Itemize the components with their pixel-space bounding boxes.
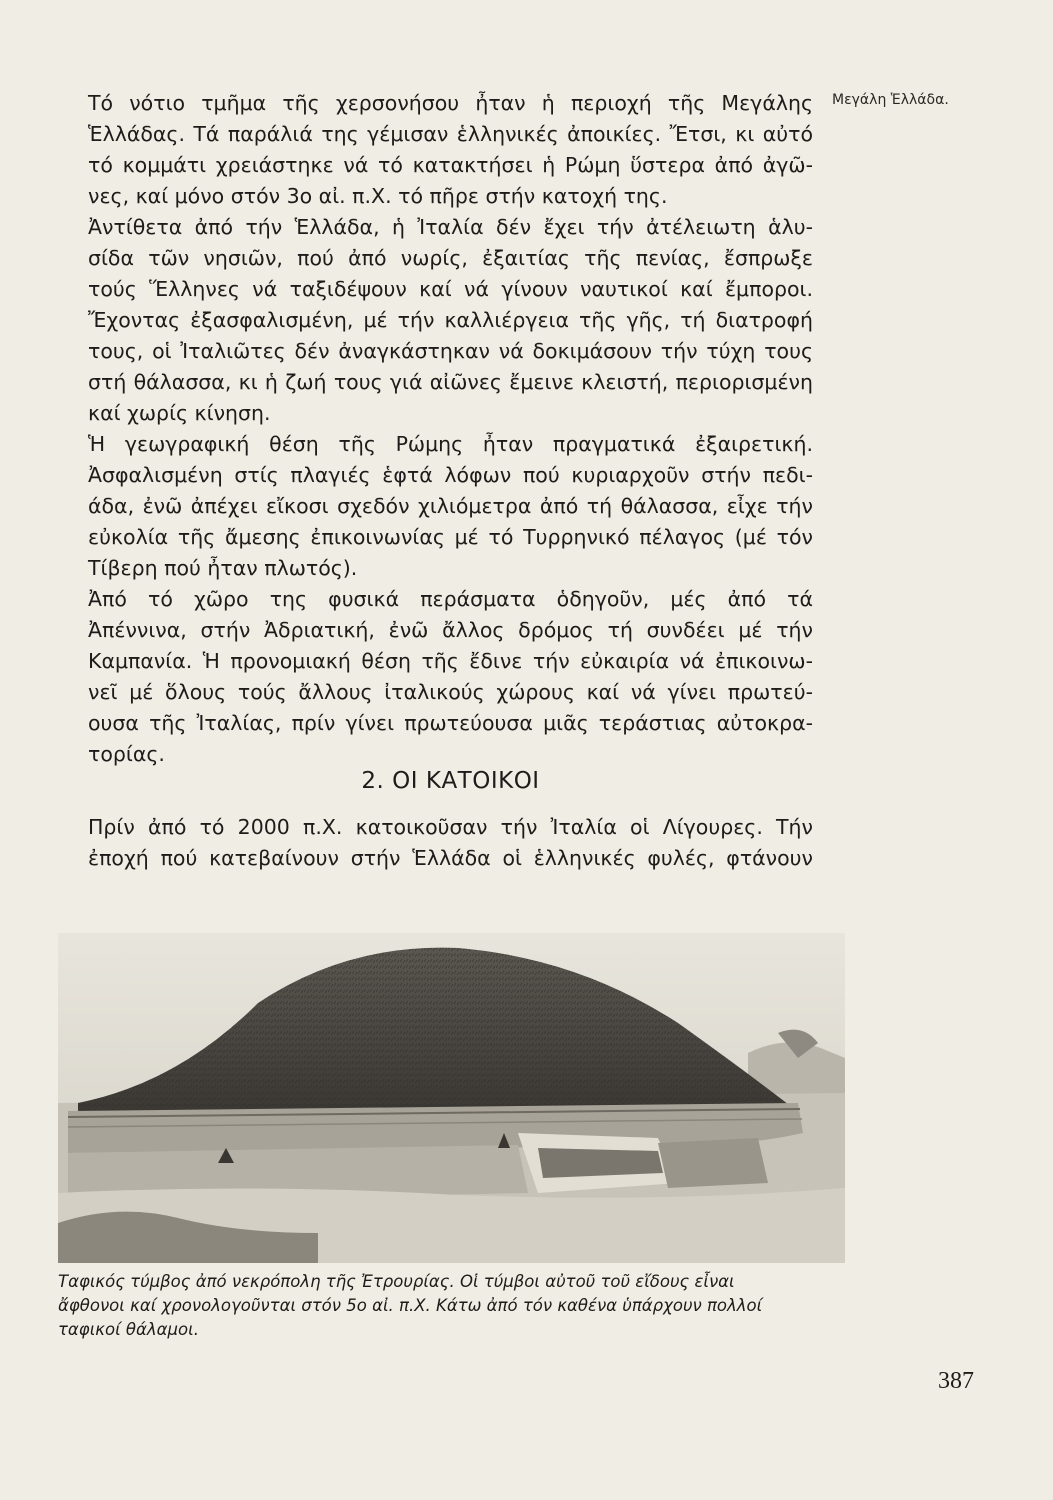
- text-line: καί χωρίς κίνηση.: [88, 401, 271, 425]
- text-line: Καμπανία. Ἡ προνομιακή θέση τῆς ἔδινε τήν εὐκαιρία νά ἐπικοινω-: [88, 649, 813, 673]
- caption-line: ἄφθονοι καί χρονολογοῦνται στόν 5ο αἰ. π.Χ. Κάτω ἀπό τόν καθένα ὑπάρχουν πολλοί: [58, 1296, 763, 1315]
- entrance-steps: [538, 1148, 663, 1178]
- text-line: ἐποχή πού κατεβαίνουν στήν Ἑλλάδα οἱ ἑλληνικές φυλές, φτάνουν: [88, 846, 813, 870]
- caption-line: Ταφικός τύμβος ἀπό νεκρόπολη τῆς Ἐτρουρίας. Οἱ τύμβοι αὐτοῦ τοῦ εἴδους εἶναι: [58, 1272, 735, 1291]
- text-line: Ἑλλάδας. Τά παράλιά της γέμισαν ἑλληνικές ἀποικίες. Ἔτσι, κι αὐτό: [88, 122, 813, 146]
- paragraph-3: [88, 429, 813, 584]
- margin-note: Μεγάλη Ἑλλάδα.: [832, 92, 949, 108]
- photo-caption: [58, 1270, 848, 1342]
- text-line: Ἀντίθετα ἀπό τήν Ἑλλάδα, ἡ Ἰταλία δέν ἔχει τήν ἀτέλειωτη ἁλυ-: [88, 215, 813, 239]
- text-line: τούς Ἕλληνες νά ταξιδέψουν καί νά γίνουν ναυτικοί καί ἔμποροι.: [88, 277, 813, 301]
- text-line: Ἡ γεωγραφική θέση τῆς Ρώμης ἦταν πραγματικά ἐξαιρετική.: [88, 432, 813, 456]
- text-line: νεῖ μέ ὅλους τούς ἄλλους ἰταλικούς χώρους καί νά γίνει πρωτεύ-: [88, 680, 813, 704]
- text-line: ουσα τῆς Ἰταλίας, πρίν γίνει πρωτεύουσα μιᾶς τεράστιας αὐτοκρα-: [88, 711, 813, 735]
- tumulus-illustration: [58, 933, 845, 1263]
- text-line: τό κομμάτι χρειάστηκε νά τό κατακτήσει ἡ Ρώμη ὕστερα ἀπό ἀγῶ-: [88, 153, 813, 177]
- text-line: εὐκολία τῆς ἄμεσης ἐπικοινωνίας μέ τό Τυρρηνικό πέλαγος (μέ τόν: [88, 525, 813, 549]
- text-line: σίδα τῶν νησιῶν, πού ἀπό νωρίς, ἐξαιτίας τῆς πενίας, ἔσπρωξε: [88, 246, 813, 270]
- paragraph-4: [88, 584, 813, 770]
- tumulus-photo: [58, 933, 845, 1263]
- text-line: Πρίν ἀπό τό 2000 π.Χ. κατοικοῦσαν τήν Ἰταλία οἱ Λίγουρες. Τήν: [88, 815, 813, 839]
- text-line: στή θάλασσα, κι ἡ ζωή τους γιά αἰῶνες ἔμεινε κλειστή, περιορισμένη: [88, 370, 813, 394]
- text-line: Ἔχοντας ἐξασφαλισμένη, μέ τήν καλλιέργεια τῆς γῆς, τή διατροφή: [88, 308, 813, 332]
- text-line: άδα, ἐνῶ ἀπέχει εἴκοσι σχεδόν χιλιόμετρα ἀπό τή θάλασσα, εἶχε τήν: [88, 494, 813, 518]
- text-line: Ἀσφαλισμένη στίς πλαγιές ἑφτά λόφων πού κυριαρχοῦν στήν πεδι-: [88, 463, 813, 487]
- page-number: 387: [938, 1368, 974, 1394]
- text-line: Τό νότιο τμῆμα τῆς χερσονήσου ἦταν ἡ περιοχή τῆς Μεγάλης: [88, 91, 813, 115]
- section-heading: 2. ΟΙ ΚΑΤΟΙΚΟΙ: [361, 768, 540, 794]
- text-line: Ἀπέννινα, στήν Ἀδριατική, ἐνῶ ἄλλος δρόμος τή συνδέει μέ τήν: [88, 618, 813, 642]
- text-line: Ἀπό τό χῶρο της φυσικά περάσματα ὁδηγοῦν, μές ἀπό τά: [88, 587, 813, 611]
- text-line: τους, οἱ Ἰταλιῶτες δέν ἀναγκάστηκαν νά δοκιμάσουν τήν τύχη τους: [88, 339, 813, 363]
- paragraph-5: [88, 812, 813, 874]
- section-2-text: [88, 812, 813, 874]
- paragraph-2: [88, 212, 813, 429]
- caption-line: ταφικοί θάλαμοι.: [58, 1320, 199, 1339]
- body-text: [88, 88, 813, 770]
- text-line: νες, καί μόνο στόν 3ο αἰ. π.Χ. τό πῆρε στήν κατοχή της.: [88, 184, 668, 208]
- text-line: τορίας.: [88, 742, 165, 766]
- stone-blocks: [658, 1138, 768, 1188]
- text-line: Τίβερη πού ἦταν πλωτός).: [88, 556, 358, 580]
- paragraph-1: [88, 88, 813, 212]
